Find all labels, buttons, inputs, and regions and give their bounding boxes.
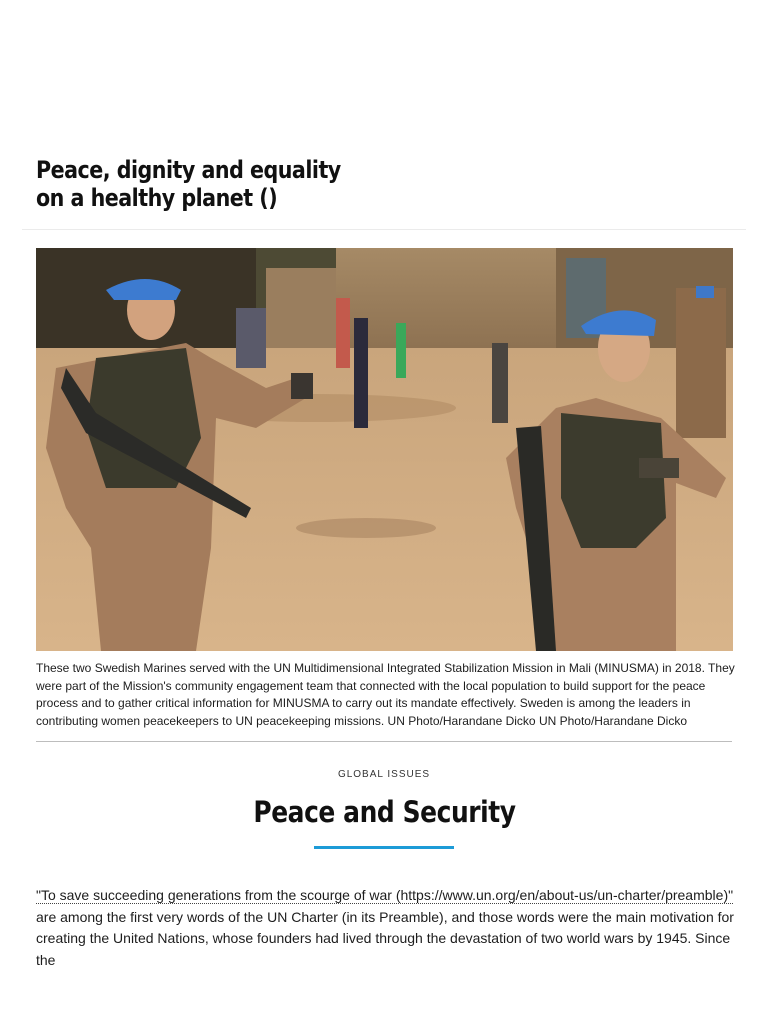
- title-underline: [314, 846, 454, 849]
- tagline-line-1: Peace, dignity and equality: [36, 156, 341, 184]
- section-title: [0, 795, 768, 829]
- section-divider: [36, 741, 732, 742]
- site-tagline: [36, 156, 341, 212]
- hero-photo: [36, 248, 733, 651]
- body-paragraph-text: are among the first very words of the UN Charter (in its Preamble), and those words were the main motivation for creating the United Nations, whose founders had lived through the devastation of two world wars by 1945. Since the: [36, 908, 734, 968]
- header-divider: [22, 229, 746, 230]
- charter-preamble-link[interactable]: "To save succeeding generations from the scourge of war (https://www.un.org/en/about-us/un-charter/preamble)": [36, 887, 734, 903]
- section-title-text: Peace and Security: [252, 795, 516, 829]
- hero-caption: These two Swedish Marines served with the UN Multidimensional Integrated Stabilization Mission in Mali (MINUSMA) in 2018. They were part of the Mission's community engagement team that connected with the local population to build support for the peace process and to gather critical information for MINUSMA to carry out its mandate effectively. Sweden is among the leaders in contributing women peacekeepers to UN peacekeeping missions. UN Photo/Harandane Dicko UN Photo/Harandane Dicko: [36, 661, 735, 728]
- hero-photo-illustration: [36, 248, 733, 651]
- tagline-line-2: on a healthy planet (): [36, 184, 278, 212]
- body-paragraph: [36, 885, 736, 971]
- section-kicker[interactable]: GLOBAL ISSUES: [337, 769, 431, 780]
